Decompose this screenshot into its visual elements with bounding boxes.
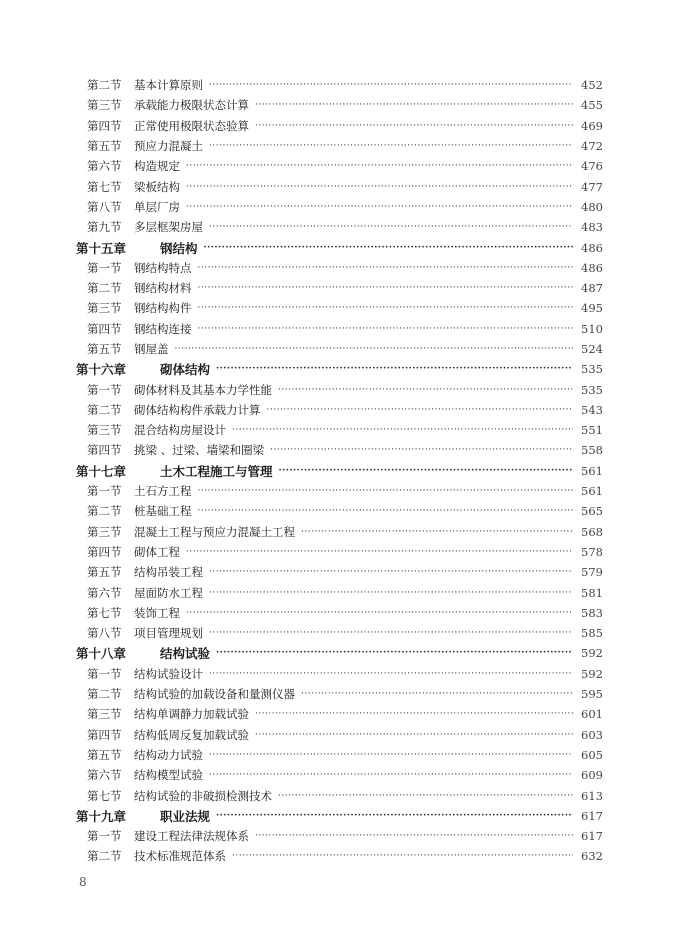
toc-entry-title: 挑梁 、过梁、墙梁和圈梁 xyxy=(134,443,265,458)
toc-section-entry xyxy=(76,440,603,460)
toc-entry-label: 第六节 xyxy=(87,585,122,600)
toc-entry-page-number: 558 xyxy=(581,443,603,458)
toc-entry-page-number: 568 xyxy=(581,524,603,539)
dot-leader xyxy=(175,344,574,354)
toc-section-entry xyxy=(76,217,603,237)
toc-entry-page-number: 487 xyxy=(581,281,603,296)
toc-entry-label: 第四节 xyxy=(87,321,122,336)
toc-entry-label: 第四节 xyxy=(87,727,122,742)
dot-leader xyxy=(186,202,573,212)
toc-entry-page-number: 452 xyxy=(581,78,603,93)
toc-entry-title: 钢结构 xyxy=(160,240,198,256)
toc-section-entry xyxy=(76,176,603,196)
toc-entry-label: 第八节 xyxy=(87,199,122,214)
dot-leader xyxy=(198,283,574,293)
toc-entry-title: 结构低周反复加载试验 xyxy=(134,727,249,742)
toc-entry-page-number: 592 xyxy=(581,666,603,681)
toc-entry-page-number: 561 xyxy=(581,484,603,499)
toc-entry-title: 钢结构构件 xyxy=(134,301,192,316)
toc-chapter-entry xyxy=(76,359,603,379)
toc-section-entry xyxy=(76,785,603,805)
toc-entry-page-number: 565 xyxy=(581,504,603,519)
toc-entry-page-number: 486 xyxy=(581,260,603,275)
table-of-contents xyxy=(76,75,603,867)
dot-leader xyxy=(209,222,573,232)
toc-entry-title: 结构试验 xyxy=(160,646,211,662)
toc-entry-page-number: 601 xyxy=(581,707,603,722)
dot-leader xyxy=(209,588,573,598)
toc-entry-page-number: 617 xyxy=(581,808,603,823)
toc-entry-page-number: 585 xyxy=(581,626,603,641)
toc-chapter-entry xyxy=(76,461,603,481)
dot-leader xyxy=(232,851,573,861)
toc-entry-title: 钢结构连接 xyxy=(134,321,192,336)
toc-section-entry xyxy=(76,562,603,582)
toc-entry-label: 第十七章 xyxy=(76,463,127,479)
dot-leader xyxy=(232,425,573,435)
dot-leader xyxy=(198,486,574,496)
toc-entry-page-number: 469 xyxy=(581,118,603,133)
toc-entry-label: 第二节 xyxy=(87,504,122,519)
toc-entry-label: 第五节 xyxy=(87,747,122,762)
toc-section-entry xyxy=(76,379,603,399)
toc-section-entry xyxy=(76,684,603,704)
toc-entry-title: 砌体工程 xyxy=(134,544,180,559)
dot-leader xyxy=(278,791,573,801)
toc-entry-title: 结构吊装工程 xyxy=(134,565,203,580)
toc-chapter-entry xyxy=(76,806,603,826)
toc-entry-title: 结构动力试验 xyxy=(134,747,203,762)
toc-section-entry xyxy=(76,156,603,176)
toc-entry-label: 第一节 xyxy=(87,666,122,681)
toc-entry-page-number: 455 xyxy=(581,98,603,113)
toc-entry-page-number: 561 xyxy=(581,463,603,478)
toc-entry-title: 土木工程施工与管理 xyxy=(160,463,273,479)
page-number-footer: 8 xyxy=(79,875,87,889)
toc-entry-page-number: 476 xyxy=(581,159,603,174)
toc-section-entry xyxy=(76,582,603,602)
toc-entry-page-number: 603 xyxy=(581,727,603,742)
dot-leader xyxy=(255,121,573,131)
toc-entry-title: 钢结构材料 xyxy=(134,281,192,296)
toc-entry-label: 第五节 xyxy=(87,342,122,356)
toc-entry-title: 混凝土工程与预应力混凝土工程 xyxy=(134,524,295,539)
toc-section-entry xyxy=(76,623,603,643)
toc-entry-label: 第四节 xyxy=(87,443,122,458)
dot-leader xyxy=(216,811,573,821)
toc-entry-title: 砌体结构 xyxy=(160,362,211,378)
dot-leader xyxy=(198,263,574,273)
toc-entry-label: 第十八章 xyxy=(76,646,127,662)
toc-section-entry xyxy=(76,522,603,542)
toc-entry-page-number: 510 xyxy=(581,321,603,336)
dot-leader xyxy=(209,770,573,780)
toc-entry-page-number: 551 xyxy=(581,423,603,438)
dot-leader xyxy=(255,730,573,740)
toc-chapter-entry xyxy=(76,643,603,663)
toc-entry-label: 第七节 xyxy=(87,788,122,803)
toc-entry-label: 第六节 xyxy=(87,159,122,174)
toc-entry-page-number: 524 xyxy=(581,342,603,356)
toc-entry-label: 第九节 xyxy=(87,220,122,235)
toc-entry-title: 构造规定 xyxy=(134,159,180,174)
toc-entry-title: 钢结构特点 xyxy=(134,260,192,275)
toc-entry-label: 第十九章 xyxy=(76,808,127,824)
dot-leader xyxy=(267,405,574,415)
toc-entry-page-number: 483 xyxy=(581,220,603,235)
toc-entry-label: 第二节 xyxy=(87,281,122,296)
toc-entry-title: 屋面防水工程 xyxy=(134,585,203,600)
toc-entry-title: 正常使用极限状态验算 xyxy=(134,118,249,133)
dot-leader xyxy=(186,547,573,557)
toc-section-entry xyxy=(76,745,603,765)
toc-entry-label: 第一节 xyxy=(87,829,122,844)
toc-entry-title: 砌体结构构件承载力计算 xyxy=(134,402,261,417)
dot-leader xyxy=(279,466,573,476)
toc-entry-title: 结构试验的非破损检测技术 xyxy=(134,788,272,803)
dot-leader xyxy=(270,445,573,455)
toc-section-entry xyxy=(76,481,603,501)
toc-section-entry xyxy=(76,319,603,339)
dot-leader xyxy=(255,831,573,841)
toc-entry-title: 混合结构房屋设计 xyxy=(134,423,226,438)
toc-entry-title: 承载能力极限状态计算 xyxy=(134,98,249,113)
toc-section-entry xyxy=(76,136,603,156)
dot-leader xyxy=(186,608,573,618)
dot-leader xyxy=(204,243,573,253)
toc-entry-page-number: 579 xyxy=(581,565,603,580)
toc-entry-title: 基本计算原则 xyxy=(134,78,203,93)
toc-entry-title: 技术标准规范体系 xyxy=(134,849,226,864)
toc-entry-label: 第七节 xyxy=(87,605,122,620)
toc-entry-label: 第十六章 xyxy=(76,362,127,378)
toc-section-entry xyxy=(76,116,603,136)
toc-entry-label: 第三节 xyxy=(87,98,122,113)
dot-leader xyxy=(278,385,573,395)
toc-entry-title: 职业法规 xyxy=(160,808,211,824)
toc-entry-label: 第三节 xyxy=(87,301,122,316)
dot-leader xyxy=(198,303,574,313)
dot-leader xyxy=(209,567,573,577)
toc-entry-label: 第二节 xyxy=(87,402,122,417)
toc-entry-page-number: 535 xyxy=(581,362,603,377)
dot-leader xyxy=(198,324,574,334)
toc-entry-page-number: 480 xyxy=(581,199,603,214)
toc-entry-title: 梁板结构 xyxy=(134,179,180,194)
toc-entry-page-number: 609 xyxy=(581,768,603,783)
toc-entry-title: 多层框架房屋 xyxy=(134,220,203,235)
toc-section-entry xyxy=(76,420,603,440)
dot-leader xyxy=(301,527,573,537)
toc-section-entry xyxy=(76,542,603,562)
toc-entry-title: 钢屋盖 xyxy=(134,342,169,356)
toc-entry-title: 桩基础工程 xyxy=(134,504,192,519)
toc-section-entry xyxy=(76,704,603,724)
toc-entry-label: 第五节 xyxy=(87,565,122,580)
toc-section-entry xyxy=(76,765,603,785)
toc-section-entry xyxy=(76,664,603,684)
dot-leader xyxy=(186,182,573,192)
toc-entry-title: 装饰工程 xyxy=(134,605,180,620)
toc-entry-page-number: 605 xyxy=(581,747,603,762)
toc-entry-page-number: 592 xyxy=(581,646,603,661)
toc-entry-title: 结构试验设计 xyxy=(134,666,203,681)
toc-section-entry xyxy=(76,501,603,521)
toc-entry-page-number: 578 xyxy=(581,544,603,559)
toc-entry-page-number: 617 xyxy=(581,829,603,844)
toc-section-entry xyxy=(76,400,603,420)
toc-entry-page-number: 583 xyxy=(581,605,603,620)
dot-leader xyxy=(301,689,573,699)
toc-section-entry xyxy=(76,339,603,359)
toc-entry-label: 第二节 xyxy=(87,849,122,864)
toc-entry-title: 结构单调静力加载试验 xyxy=(134,707,249,722)
toc-entry-label: 第一节 xyxy=(87,484,122,499)
toc-section-entry xyxy=(76,603,603,623)
toc-entry-label: 第一节 xyxy=(87,260,122,275)
toc-entry-page-number: 632 xyxy=(581,849,603,864)
dot-leader xyxy=(209,750,573,760)
dot-leader xyxy=(209,669,573,679)
toc-section-entry xyxy=(76,278,603,298)
dot-leader xyxy=(216,648,573,658)
dot-leader xyxy=(255,100,573,110)
toc-entry-page-number: 613 xyxy=(581,788,603,803)
dot-leader xyxy=(186,161,573,171)
dot-leader xyxy=(198,506,574,516)
toc-entry-title: 砌体材料及其基本力学性能 xyxy=(134,382,272,397)
dot-leader xyxy=(209,141,573,151)
toc-entry-label: 第二节 xyxy=(87,687,122,702)
toc-entry-title: 预应力混凝土 xyxy=(134,139,203,154)
toc-section-entry xyxy=(76,826,603,846)
toc-section-entry xyxy=(76,75,603,95)
dot-leader xyxy=(255,709,573,719)
toc-entry-page-number: 495 xyxy=(581,301,603,316)
toc-entry-label: 第三节 xyxy=(87,524,122,539)
toc-entry-title: 建设工程法律法规体系 xyxy=(134,829,249,844)
toc-section-entry xyxy=(76,258,603,278)
toc-chapter-entry xyxy=(76,237,603,257)
toc-entry-title: 结构试验的加载设备和量测仪器 xyxy=(134,687,295,702)
toc-entry-label: 第二节 xyxy=(87,78,122,93)
toc-entry-page-number: 595 xyxy=(581,687,603,702)
toc-section-entry xyxy=(76,846,603,866)
toc-entry-page-number: 543 xyxy=(581,402,603,417)
toc-section-entry xyxy=(76,725,603,745)
toc-entry-label: 第五节 xyxy=(87,139,122,154)
toc-entry-page-number: 581 xyxy=(581,585,603,600)
toc-entry-label: 第七节 xyxy=(87,179,122,194)
toc-entry-title: 单层厂房 xyxy=(134,199,180,214)
toc-section-entry xyxy=(76,298,603,318)
toc-entry-label: 第四节 xyxy=(87,118,122,133)
toc-entry-label: 第十五章 xyxy=(76,240,127,256)
toc-entry-label: 第一节 xyxy=(87,382,122,397)
toc-entry-title: 土石方工程 xyxy=(134,484,192,499)
toc-section-entry xyxy=(76,95,603,115)
toc-entry-label: 第三节 xyxy=(87,707,122,722)
toc-entry-page-number: 477 xyxy=(581,179,603,194)
toc-entry-title: 项目管理规划 xyxy=(134,626,203,641)
toc-entry-label: 第三节 xyxy=(87,423,122,438)
dot-leader xyxy=(209,628,573,638)
dot-leader xyxy=(209,80,573,90)
toc-entry-page-number: 472 xyxy=(581,139,603,154)
toc-entry-label: 第八节 xyxy=(87,626,122,641)
toc-entry-label: 第四节 xyxy=(87,544,122,559)
toc-entry-title: 结构模型试验 xyxy=(134,768,203,783)
toc-section-entry xyxy=(76,197,603,217)
toc-entry-label: 第六节 xyxy=(87,768,122,783)
toc-entry-page-number: 486 xyxy=(581,240,603,255)
toc-entry-page-number: 535 xyxy=(581,382,603,397)
dot-leader xyxy=(216,364,573,374)
